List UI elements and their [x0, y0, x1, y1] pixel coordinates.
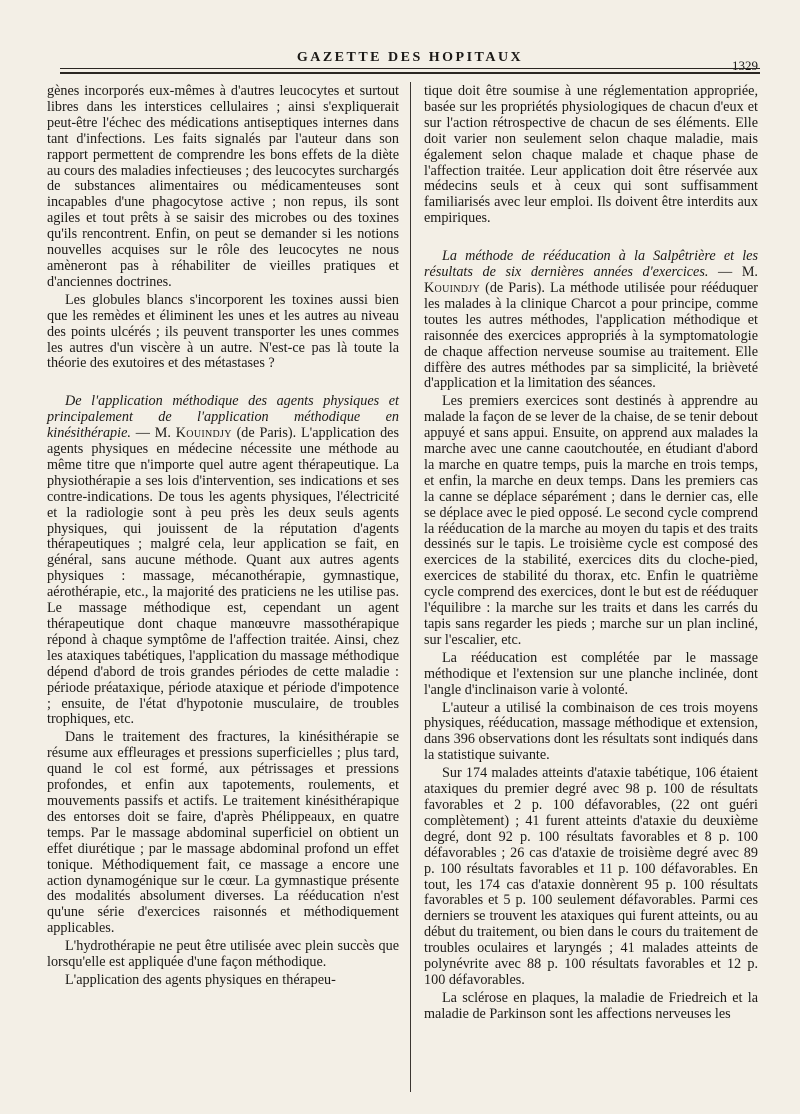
- author-name: Kouindjy: [175, 425, 232, 442]
- column-divider: [410, 82, 411, 1092]
- article-body: (de Paris). L'application des agents physiques en médecine nécessite une méthode au même titre que n'importe quel autre agent thérapeutique. La physiothérapie a ses lois d'intervention, ses indications et ses contre-indications. De tous les agents physiques, l'électricité et la radiologie sont à peu près les deux seuls agents physiques, qui jouissent de la réputation d'agents thérapeutiques ; malgré cela, leur application se fait, en général, sans aucune méthode. Quant aux autres agents physiques : massage, mécanothérapie, gymnastique, aérothérapie, etc., la majorité des praticiens ne les utilise pas. Le massage méthodique est, cependant un agent thérapeutique dont chaque manœuvre massothérapique répond à chaque symptôme de l'affection traitée. Ainsi, chez les ataxiques tabétiques, l'application du massage méthodique dépend d'abord de trois grandes périodes de cette maladie : période préataxique, période ataxique et période d'impotence ; ensuite, de l'état d'hypotonie musculaire, de troubles trophiques, etc.: [47, 425, 399, 728]
- paragraph: Sur 174 malades atteints d'ataxie tabétique, 106 étaient ataxiques du premier degré avec 98 p. 100 de résultats favorables et 2 p. 100 défavorables, (22 ont guéri complètement) ; 41 furent atteints d'ataxie du deuxième degré, dont 92 p. 100 résultats favorables et 8 p. 100 défavorables ; 26 cas d'ataxie de troisième degré avec 89 p. 100 résultats favorables et 11 p. 100 défavorables. En tout, les 174 cas d'ataxie donnèrent 95 p. 100 résultats favorables et 5 p. 100 seulement défavorables. Parmi ces derniers se trouvent les ataxiques qui furent atteints, ou au début du traitement, ou bien dans le cours du traitement de troubles oculaires et laryngés ; 41 malades atteints de polynévrite avec 88 p. 100 résultats favorables et 12 p. 100 défavorables.: [424, 765, 758, 988]
- header-rule-thick: [60, 72, 760, 74]
- paragraph: gènes incorporés eux-mêmes à d'autres leucocytes et surtout libres dans les interstices cellulaires ; ainsi s'expliquerait peut-être l'échec des médications antiseptiques internes dans tant d'infections. Les faits signalés par l'auteur dans son rapport permettent de comprendre les bons effets de la diète au cours des maladies infectieuses ; des leucocytes surchargés de substances alimentaires ou médicamenteuses sont incapables d'une phagocytose active ; non repus, ils sont agiles et tout prêts à se saisir des microbes ou des toxines qu'ils rencontrent. Enfin, on peut se demander si les notions nouvelles acquises sur le rôle des leucocytes ne nous amèneront pas à réhabiliter de vieilles pratiques et d'anciennes doctrines.: [47, 83, 399, 290]
- dash: — M.: [708, 264, 758, 281]
- article-title: La méthode de rééducation à la Salpêtrière et les résultats de six dernières années d'exercices.: [424, 248, 758, 281]
- author-name: Kouindjy: [424, 279, 480, 296]
- paragraph: tique doit être soumise à une réglementation appropriée, basée sur les propriétés physiologiques de chacun d'eux et sur l'action rétrospective de chacun de ses éléments. Elle doit varier non seulement selon chaque maladie, mais également selon chaque malade et chaque phase de l'affection traitée. Leur application doit être réservée aux médecins seuls et à ceux qui sont suffisamment familiarisés avec leur emploi. Ils doivent être interdits aux empiriques.: [424, 83, 758, 227]
- paragraph: Dans le traitement des fractures, la kinésithérapie se résume aux effleurages et pressions superficielles ; plus tard, quand le col est formé, aux pétrissages et pressions profondes, et enfin aux tapotements, roulements, et mouvements passifs et actifs. Le traitement kinésithérapique des entorses doit se faire, d'après Phélippeaux, en quatre temps. Par le massage abdominal superficiel on obtient un effet diurétique ; par le massage abdominal profond un effet tonique. Méthodiquement fait, ce massage a encore une action dynamogénique sur le cœur. La gymnastique présente des modalités absolument diverses. La rééducation n'est qu'une série d'exercices raisonnés et méthodiquement applicables.: [47, 729, 399, 937]
- left-column: [47, 84, 399, 989]
- paragraph: Les premiers exercices sont destinés à apprendre au malade la façon de se lever de la chaise, de se tenir debout appuyé et sans appui. Ensuite, on apprend aux malades la marche avec une canne caoutchoutée, en étudiant d'abord la marche en quatre temps, puis la marche en trois temps, et enfin, la marche en deux temps. Dans les premiers cas la canne se déplace séparément ; dans le dernier cas, elle se déplace avec le pied opposé. Le second cycle comprend la rééducation de la marche au moyen du tapis et des traits dessinés sur le tapis. Le troisième cycle est composé des exercices de la stabilité, exercices dits du cloche-pied, exercices de stabilité du thorax, etc. Enfin le quatrième cycle comprend des exercices, dont le but est de rééduquer l'équilibre : la marche sur les traits et dans les carrés du tapis sans regarder les pieds ; marche sur un plan incliné, sur l'escalier, etc.: [424, 393, 758, 648]
- paragraph: La sclérose en plaques, la maladie de Friedreich et la maladie de Parkinson sont les affections nerveuses les: [424, 989, 758, 1022]
- article-paragraph: [47, 394, 399, 728]
- header-rule-thin: [60, 68, 760, 69]
- article-paragraph: [424, 249, 758, 392]
- dash: — M.: [130, 425, 176, 442]
- article-body: (de Paris). La méthode utilisée pour rééduquer les malades à la clinique Charcot a pour principe, comme toutes les autres méthodes, l'application méthodique et raisonnée des exercices appropriés à la symptomatologie de chaque affection nerveuse soumise au traitement. Elle diffère des autres méthodes par sa simplicité, la brièveté d'application et la limitation des séances.: [424, 279, 758, 392]
- paragraph: L'hydrothérapie ne peut être utilisée avec plein succès que lorsqu'elle est appliquée d'une façon méthodique.: [47, 938, 399, 971]
- page-number: 1329: [732, 58, 758, 73]
- paragraph: Les globules blancs s'incorporent les toxines aussi bien que les remèdes et éliminent les unes et les autres au niveau des points ulcérés ; ils peuvent transporter les unes commes les autres d'un viscère à un autre. N'est-ce pas là toute la théorie des exutoires et des métastases ?: [47, 291, 399, 372]
- paragraph: La rééducation est complétée par le massage méthodique et l'extension sur une planche inclinée, dont l'angle d'inclinaison varie à volonté.: [424, 649, 758, 698]
- paragraph: L'auteur a utilisé la combinaison de ces trois moyens physiques, rééducation, massage méthodique et extension, dans 396 observations dont les résultats sont indiqués dans la statistique suivante.: [424, 699, 758, 764]
- journal-title: GAZETTE DES HOPITAUX: [296, 50, 524, 65]
- article-title: De l'application méthodique des agents physiques et principalement de l'application méthodique en kinésithérapie.: [47, 393, 399, 442]
- paragraph: L'application des agents physiques en thérapeu-: [65, 971, 336, 988]
- right-column: [424, 84, 758, 1023]
